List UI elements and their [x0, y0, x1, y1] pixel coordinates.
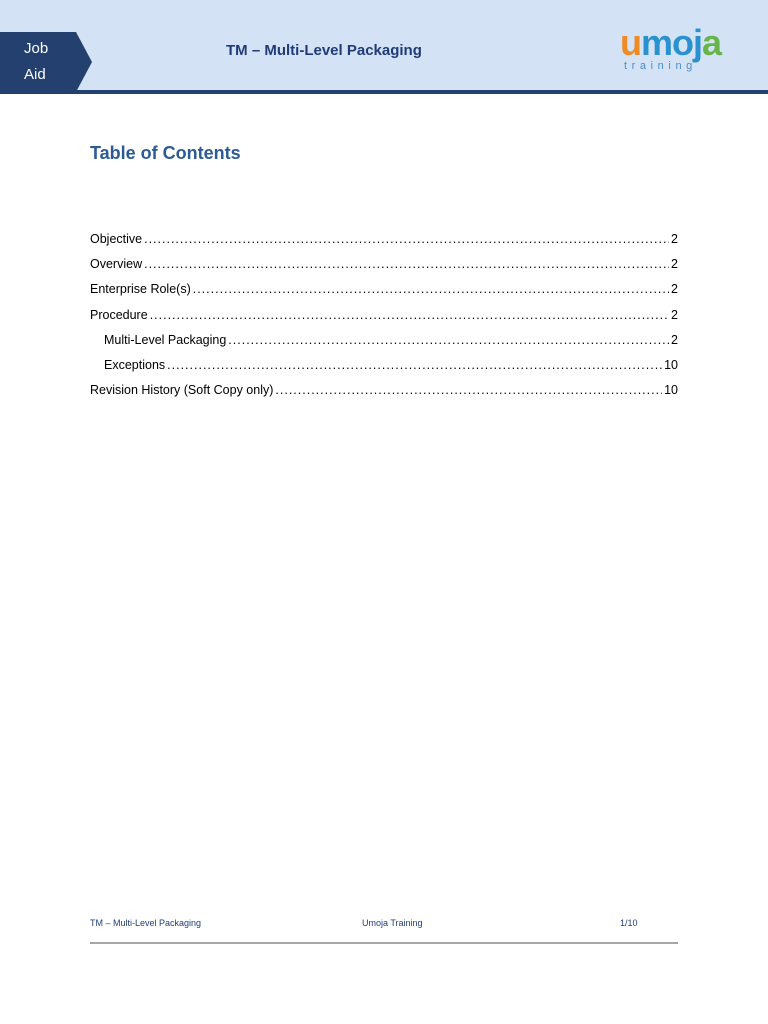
toc-entry-enterprise-roles[interactable] [90, 282, 678, 307]
toc-entry-page: 2 [671, 282, 678, 297]
toc-entry-overview[interactable] [90, 257, 678, 282]
toc-entry-exceptions[interactable] [90, 358, 678, 383]
toc-heading: Table of Contents [90, 143, 241, 163]
toc-entry-multi-level-packaging[interactable] [90, 333, 678, 358]
toc-entry-objective[interactable] [90, 232, 678, 257]
toc-leader-dots [228, 333, 669, 347]
toc-entry-label: Objective [90, 232, 143, 246]
footer-divider [90, 942, 678, 944]
toc-entry-label: Overview [90, 257, 143, 272]
umoja-logo [620, 20, 750, 76]
toc-entry-page: 2 [671, 232, 678, 246]
badge-line-2: Aid [24, 66, 46, 83]
toc-entry-label: Multi-Level Packaging [104, 332, 227, 347]
toc-leader-dots [193, 282, 669, 296]
toc-leader-dots [144, 257, 669, 271]
badge-line-1: Job [24, 40, 49, 57]
table-of-contents [90, 232, 678, 408]
toc-entry-procedure[interactable] [90, 308, 678, 333]
toc-entry-revision-history[interactable] [90, 383, 678, 408]
toc-leader-dots [275, 383, 662, 397]
footer-page-number: 1/10 [620, 918, 638, 928]
toc-entry-page: 2 [671, 307, 678, 322]
toc-entry-page: 10 [664, 357, 678, 372]
toc-entry-page: 2 [671, 257, 678, 272]
logo-wordmark: umoja [620, 22, 722, 63]
page-header [0, 0, 768, 90]
toc-entry-page: 2 [671, 332, 678, 347]
toc-leader-dots [144, 232, 669, 246]
toc-entry-label: Revision History (Soft Copy only) [90, 383, 274, 398]
toc-entry-page: 10 [664, 383, 678, 398]
toc-entry-label: Procedure [90, 307, 148, 322]
toc-leader-dots [167, 358, 662, 372]
header-divider [0, 90, 768, 94]
toc-entry-label: Exceptions [104, 357, 166, 372]
logo-subtitle: training [624, 60, 697, 72]
footer-document-title: TM – Multi-Level Packaging [90, 918, 202, 928]
toc-leader-dots [150, 308, 669, 322]
footer-organization: Umoja Training [362, 918, 423, 928]
document-title: TM – Multi-Level Packaging [226, 42, 422, 59]
job-aid-badge [0, 32, 92, 92]
toc-entry-label: Enterprise Role(s) [90, 282, 191, 297]
